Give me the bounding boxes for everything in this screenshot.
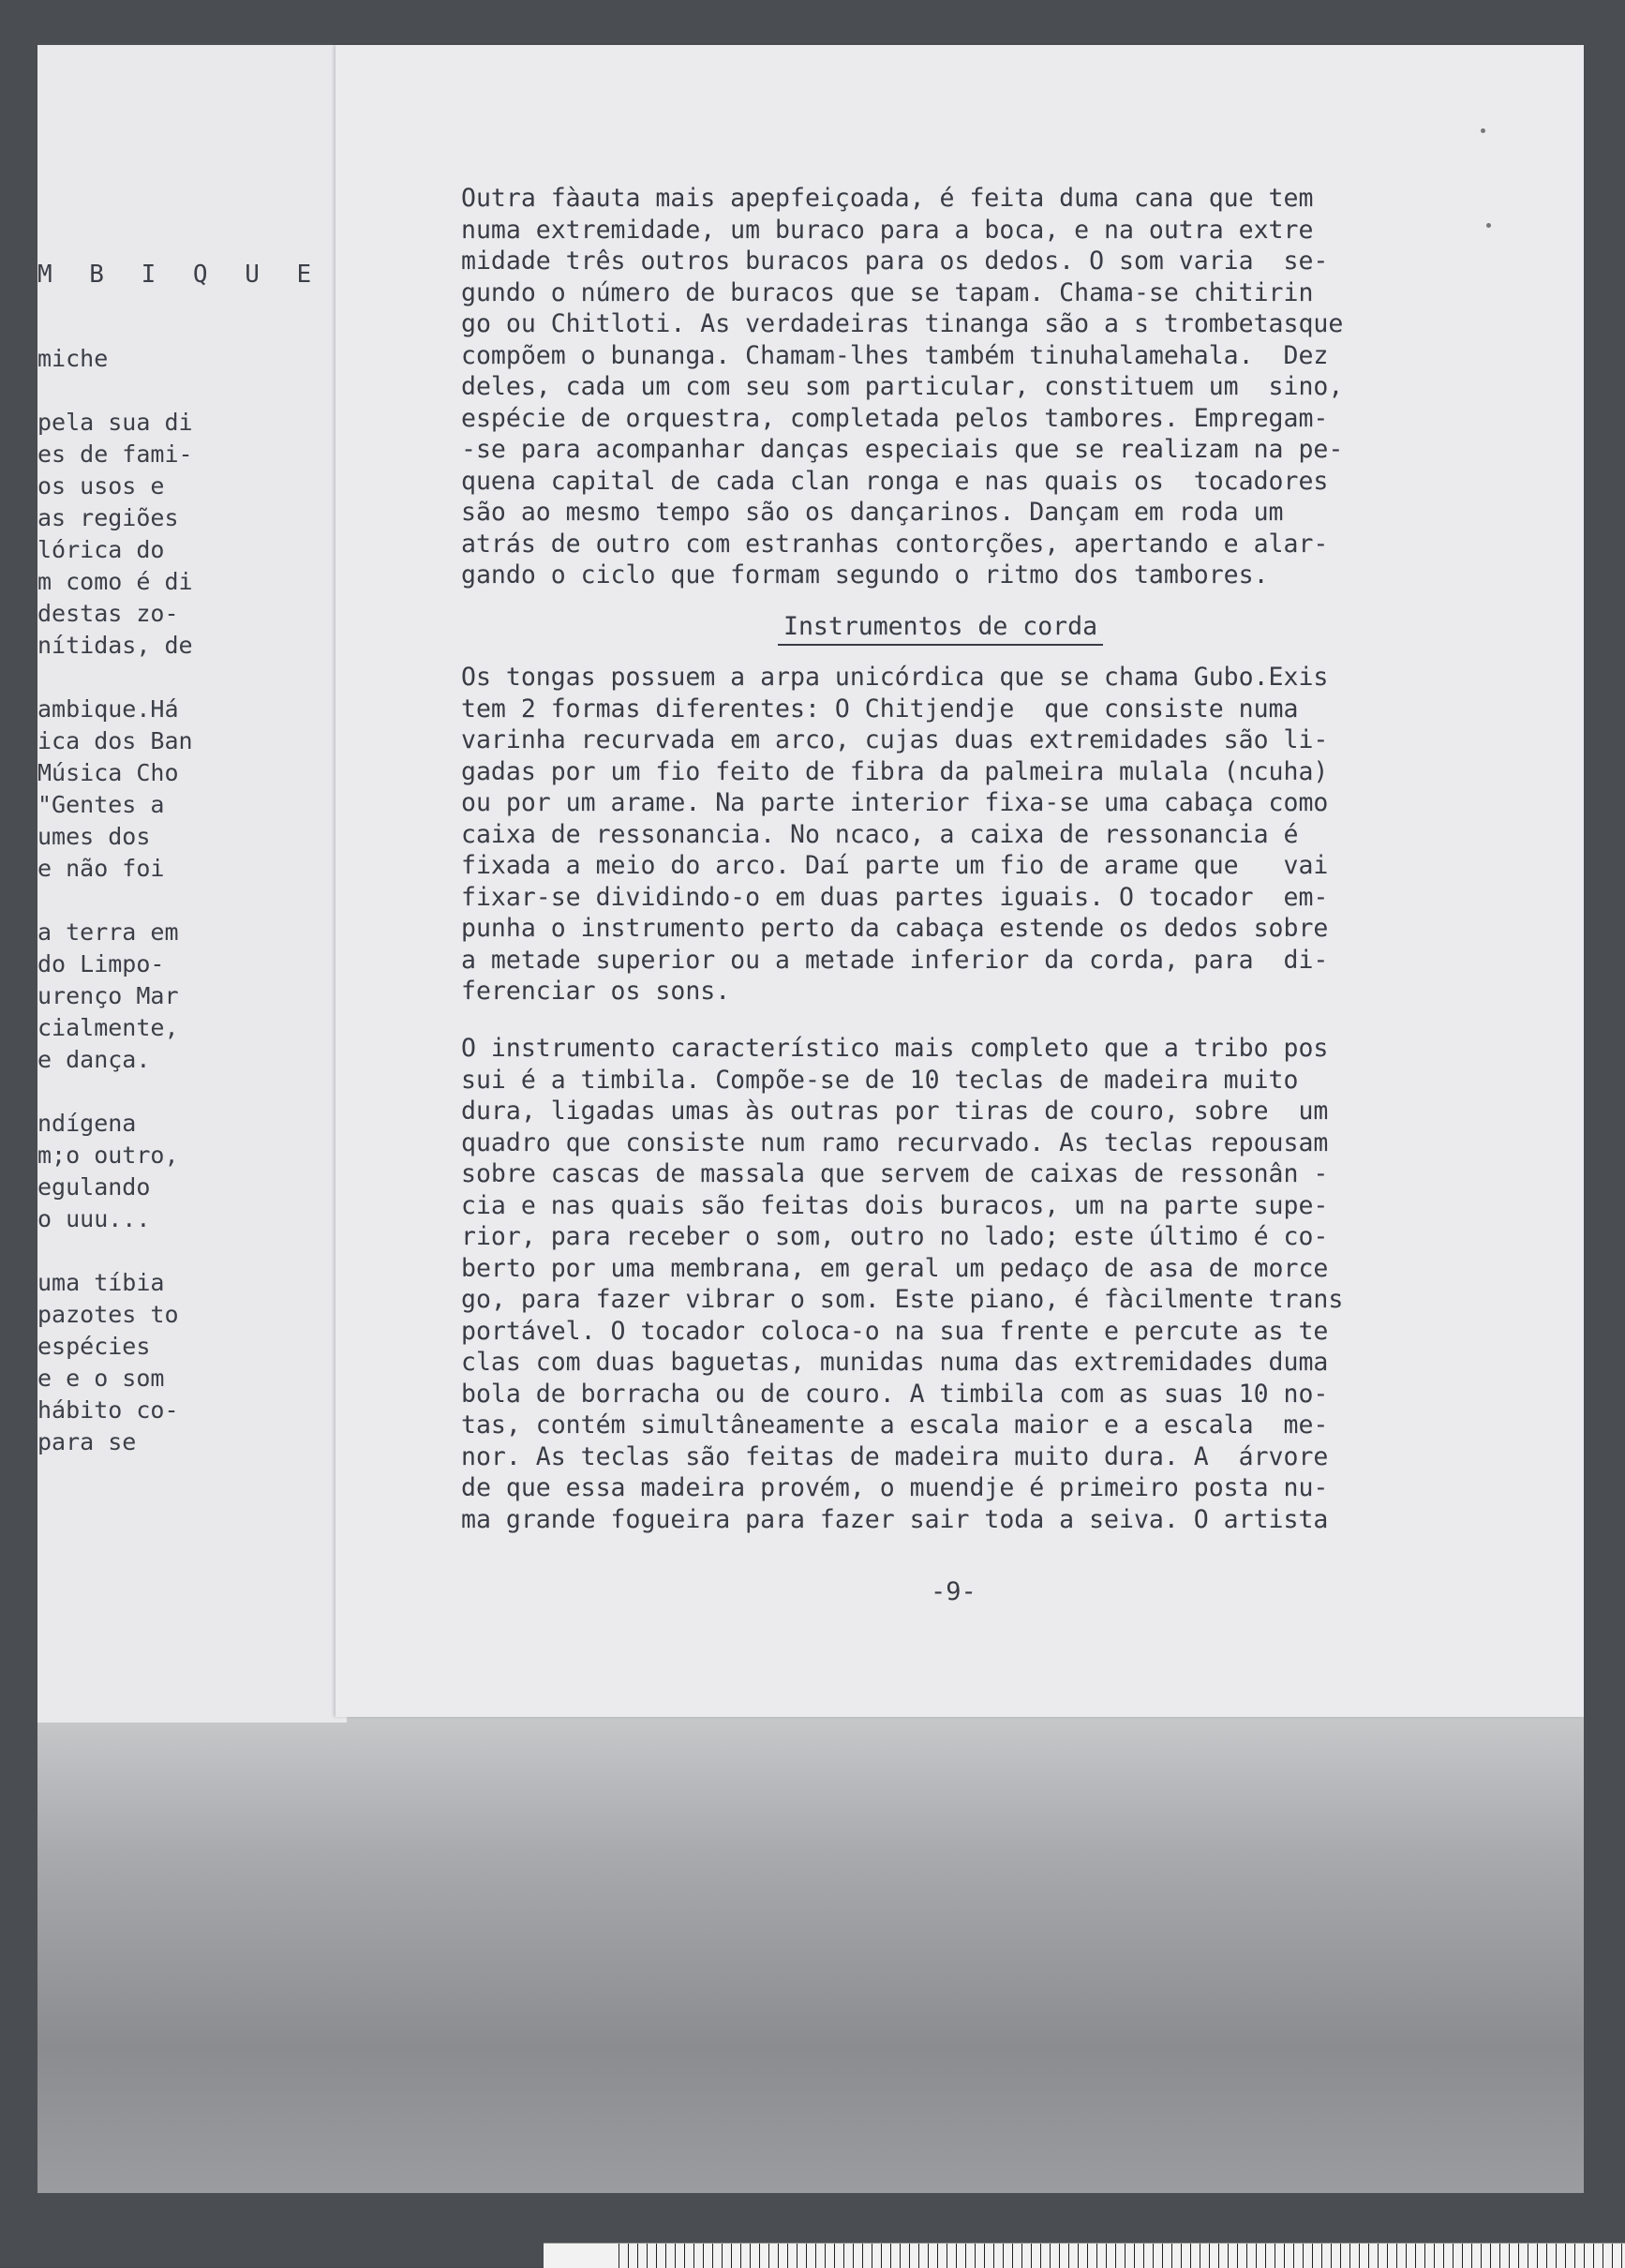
- text-line: quena capital de cada clan ronga e nas quais os tocadores: [461, 466, 1329, 496]
- text-line: O instrumento característico mais completo que a tribo pos: [461, 1034, 1329, 1063]
- paragraph-string-instruments: [461, 662, 1473, 1007]
- text-line: clas com duas baguetas, munidas numa das extremidades duma: [461, 1348, 1329, 1377]
- text-line: caixa de ressonancia. No ncaco, a caixa de ressonancia é: [461, 819, 1299, 849]
- left-page-line: m como é di: [37, 568, 193, 595]
- left-page-line: urenço Mar: [37, 982, 179, 1009]
- text-line: cia e nas quais são feitas dois buracos, um na parte supe-: [461, 1190, 1329, 1220]
- text-line: deles, cada um com seu som particular, constituem um sino,: [461, 372, 1344, 401]
- text-line: go ou Chitloti. As verdadeiras tinanga são a s trombetasque: [461, 309, 1344, 338]
- left-page-line: pela sua di: [37, 409, 193, 436]
- left-page-line: ambique.Há: [37, 695, 179, 723]
- speck: [1481, 128, 1485, 133]
- left-page-line: lórica do: [37, 536, 165, 563]
- left-page-line: umes dos: [37, 823, 151, 850]
- page-number: -9-: [931, 1577, 976, 1606]
- speck: [1486, 223, 1491, 228]
- text-line: sui é a timbila. Compõe-se de 10 teclas de madeira muito: [461, 1065, 1299, 1095]
- text-line: numa extremidade, um buraco para a boca, e na outra extre: [461, 215, 1314, 245]
- left-page-title: M B I Q U E: [37, 261, 323, 289]
- text-line: gundo o número de buracos que se tapam. Chama-se chitirin: [461, 277, 1314, 307]
- left-page-line: m;o outro,: [37, 1141, 179, 1169]
- text-line: go, para fazer vibrar o som. Este piano, é fàcilmente trans: [461, 1285, 1344, 1314]
- text-line: gadas por um fio feito de fibra da palmeira mulala (ncuha): [461, 756, 1329, 786]
- text-line: gando o ciclo que formam segundo o ritmo dos tambores.: [461, 560, 1269, 589]
- text-line: são ao mesmo tempo são os dançarinos. Dançam em roda um: [461, 498, 1284, 527]
- text-line: quadro que consiste num ramo recurvado. As teclas repousam: [461, 1127, 1329, 1157]
- text-line: portável. O tocador coloca-o na sua frente e percute as te: [461, 1316, 1329, 1346]
- left-page-line: para se: [37, 1428, 137, 1455]
- left-page-line: es de fami-: [37, 440, 193, 468]
- text-line: compõem o bunanga. Chamam-lhes também tinuhalamehala. Dez: [461, 340, 1329, 370]
- text-line: Os tongas possuem a arpa unicórdica que se chama Gubo.Exis: [461, 663, 1329, 692]
- left-page-line: e dança.: [37, 1046, 151, 1073]
- left-page-line: as regiões: [37, 504, 179, 531]
- left-page-line: uma tíbia: [37, 1269, 165, 1296]
- text-line: dura, ligadas umas às outras por tiras de couro, sobre um: [461, 1097, 1329, 1126]
- left-page-line: hábito co-: [37, 1396, 179, 1424]
- paragraph-flute: [461, 183, 1473, 591]
- left-page-line: destas zo-: [37, 600, 179, 627]
- left-page-line: pazotes to: [37, 1301, 179, 1328]
- text-line: punha o instrumento perto da cabaça estende os dedos sobre: [461, 914, 1329, 943]
- text-line: fixada a meio do arco. Daí parte um fio de arame que vai: [461, 851, 1329, 880]
- text-line: a metade superior ou a metade inferior da corda, para di-: [461, 945, 1329, 975]
- text-line: espécie de orquestra, completada pelos tambores. Empregam-: [461, 403, 1329, 433]
- left-page-line: os usos e: [37, 472, 165, 500]
- text-line: ferenciar os sons.: [461, 977, 731, 1006]
- text-line: midade três outros buracos para os dedos. O som varia se-: [461, 246, 1329, 276]
- left-page-line: nítidas, de: [37, 632, 193, 659]
- scale-ruler: [544, 2243, 1625, 2268]
- text-line: ma grande fogueira para fazer sair toda a seiva. O artista: [461, 1504, 1329, 1534]
- scan-shadow-area: [37, 1706, 1584, 2193]
- left-page-line: miche: [37, 345, 109, 372]
- left-page-line: Música Cho: [37, 759, 179, 786]
- left-page-line: o uuu...: [37, 1205, 151, 1232]
- text-line: nor. As teclas são feitas de madeira muito dura. A árvore: [461, 1441, 1329, 1471]
- text-line: tas, contém simultâneamente a escala maior e a escala me-: [461, 1410, 1329, 1440]
- left-page-line: a terra em: [37, 918, 179, 946]
- left-page-line: e não foi: [37, 855, 165, 882]
- left-page-line: cialmente,: [37, 1014, 179, 1041]
- text-line: tem 2 formas diferentes: O Chitjendje que consiste numa: [461, 694, 1299, 724]
- left-page-line: "Gentes a: [37, 791, 165, 818]
- left-page-line: egulando: [37, 1173, 151, 1201]
- text-line: rior, para receber o som, outro no lado; este último é co-: [461, 1222, 1329, 1251]
- left-page-line: do Limpo-: [37, 950, 165, 977]
- left-page-fragment: [37, 45, 348, 1723]
- text-line: de que essa madeira provém, o muendje é primeiro posta nu-: [461, 1473, 1329, 1502]
- text-line: -se para acompanhar danças especiais que se realizam na pe-: [461, 435, 1344, 464]
- text-line: atrás de outro com estranhas contorções, apertando e alar-: [461, 529, 1329, 559]
- text-line: ou por um arame. Na parte interior fixa-se uma cabaça como: [461, 788, 1329, 817]
- text-line: bola de borracha ou de couro. A timbila com as suas 10 no-: [461, 1379, 1329, 1409]
- text-line: sobre cascas de massala que servem de caixas de ressonân -: [461, 1159, 1329, 1188]
- left-page-line: espécies: [37, 1333, 151, 1360]
- text-line: Outra fàauta mais apepfeiçoada, é feita duma cana que tem: [461, 184, 1314, 213]
- paragraph-timbila: [461, 1033, 1473, 1535]
- left-page-line: ndígena: [37, 1110, 137, 1137]
- ruler-label-area: [544, 2244, 619, 2268]
- text-line: fixar-se dividindo-o em duas partes iguais. O tocador em-: [461, 882, 1329, 912]
- section-heading: Instrumentos de corda: [778, 611, 1103, 646]
- left-page-line: ica dos Ban: [37, 727, 193, 754]
- text-line: berto por uma membrana, em geral um pedaço de asa de morce: [461, 1253, 1329, 1283]
- text-line: varinha recurvada em arco, cujas duas extremidades são li-: [461, 725, 1329, 754]
- left-page-line: e e o som: [37, 1365, 165, 1392]
